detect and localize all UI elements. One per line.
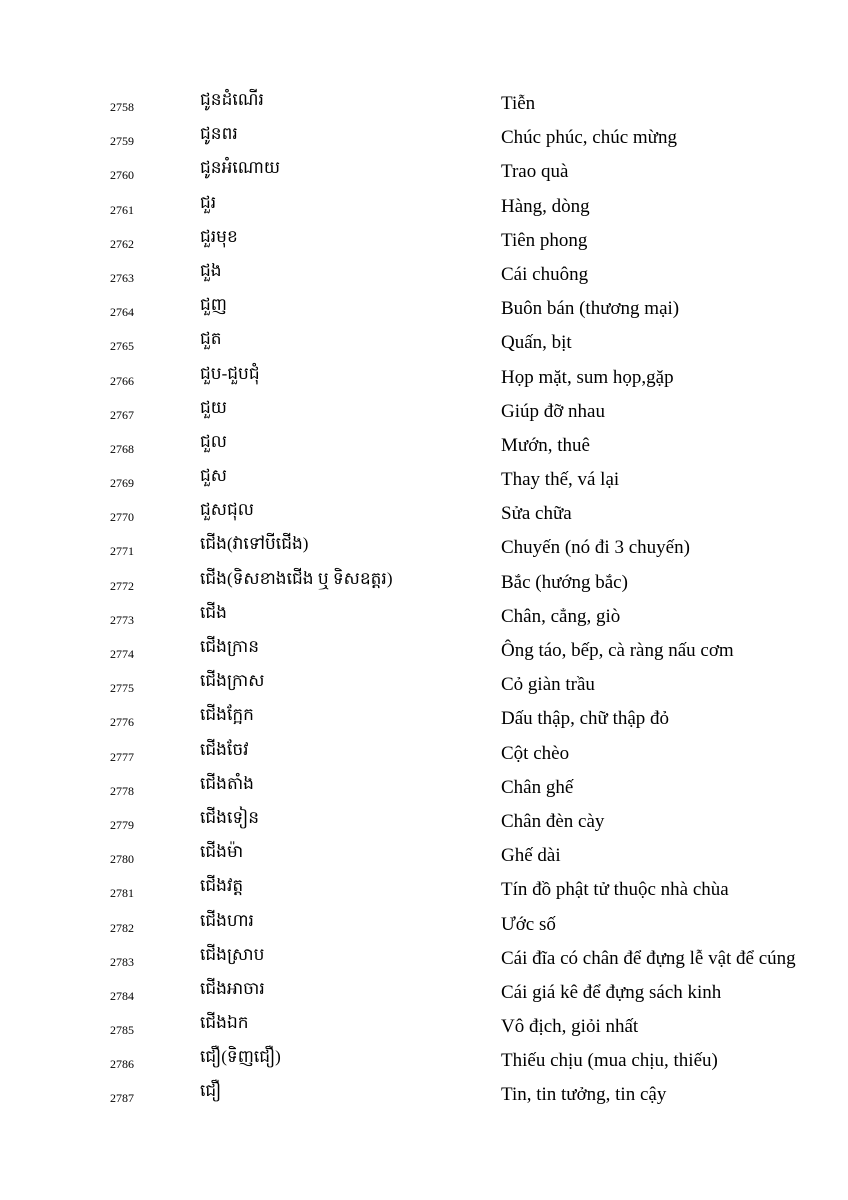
entry-number: 2784: [110, 988, 134, 1003]
entry-row: [0, 839, 848, 873]
entry-row: [0, 326, 848, 360]
entry-row: [0, 976, 848, 1010]
khmer-term: ជើង: [200, 602, 227, 622]
khmer-term: ជួញ: [200, 295, 227, 315]
khmer-term: ជួត: [200, 329, 222, 349]
vietnamese-translation: Cỏ giàn trầu: [501, 674, 595, 696]
entry-row: [0, 497, 848, 531]
entry-number: 2761: [110, 202, 134, 217]
vietnamese-translation: Hàng, dòng: [501, 195, 590, 217]
vietnamese-translation: Tin, tin tưởng, tin cậy: [501, 1084, 667, 1106]
entry-row: [0, 600, 848, 634]
khmer-term: ជើងចែវ: [200, 739, 249, 759]
entry-row: [0, 942, 848, 976]
entry-row: [0, 668, 848, 702]
entry-number: 2764: [110, 305, 134, 320]
entry-number: 2770: [110, 510, 134, 525]
vietnamese-translation: Họp mặt, sum họp,gặp: [501, 366, 674, 388]
entry-number: 2765: [110, 339, 134, 354]
entry-number: 2779: [110, 817, 134, 832]
khmer-term: ជើងហារ: [200, 910, 254, 930]
khmer-term: ជឿ: [200, 1081, 222, 1101]
khmer-term: ជើងទៀន: [200, 807, 260, 827]
entry-row: [0, 292, 848, 326]
entry-row: [0, 873, 848, 907]
vietnamese-translation: Cái giá kê để đựng sách kinh: [501, 981, 722, 1003]
vietnamese-translation: Ước số: [501, 913, 556, 935]
entry-row: [0, 395, 848, 429]
entry-row: [0, 87, 848, 121]
vietnamese-translation: Chúc phúc, chúc mừng: [501, 127, 677, 149]
entry-row: [0, 258, 848, 292]
khmer-term: ជើងក្អែក: [200, 705, 254, 725]
entry-number: 2774: [110, 647, 134, 661]
khmer-term: ជើងស្រាប: [200, 944, 265, 964]
vietnamese-translation: Tiễn: [501, 93, 536, 114]
entry-number: 2763: [110, 270, 134, 285]
entry-row: [0, 361, 848, 395]
vietnamese-translation: Chân ghế: [501, 776, 574, 798]
entry-number: 2766: [110, 373, 134, 388]
entry-number: 2782: [110, 920, 134, 935]
entry-number: 2772: [110, 578, 134, 593]
vietnamese-translation: Chân, cẳng, giò: [501, 605, 621, 627]
vietnamese-translation: Thiếu chịu (mua chịu, thiếu): [501, 1050, 718, 1072]
entry-number: 2785: [110, 1023, 134, 1038]
entry-row: [0, 155, 848, 189]
entry-number: 2781: [110, 886, 134, 901]
entry-row: [0, 121, 848, 155]
khmer-term: ជួសជុល: [200, 500, 254, 520]
entry-number: 2786: [110, 1057, 134, 1072]
vietnamese-translation: Chân đèn cày: [501, 810, 605, 832]
vietnamese-translation: Quấn, bịt: [501, 332, 572, 354]
khmer-term: ជើងតាំង: [200, 773, 254, 793]
vietnamese-translation: Cột chèo: [501, 742, 570, 764]
entry-row: [0, 805, 848, 839]
khmer-term: ជើងវត្ត: [200, 876, 244, 896]
entry-number: 2760: [110, 168, 134, 183]
vietnamese-translation: Tiên phong: [501, 229, 588, 251]
entry-row: [0, 634, 848, 668]
entry-number: 2773: [110, 612, 134, 627]
khmer-term: ជើងក្រាស: [200, 671, 265, 691]
vietnamese-translation: Chuyến (nó đi 3 chuyến): [501, 537, 690, 559]
vietnamese-translation: Cái đĩa có chân để đựng lễ vật để cúng: [501, 947, 796, 969]
entry-row: [0, 1078, 848, 1112]
entry-row: [0, 531, 848, 565]
khmer-term: ជួយ: [200, 397, 227, 417]
vietnamese-translation: Cái chuông: [501, 263, 589, 285]
entry-row: [0, 702, 848, 736]
khmer-term: ជើង(ទិសខាងជើង ឬ ទិសឧត្តរ): [200, 568, 393, 588]
vietnamese-translation: Ông táo, bếp, cà ràng nấu cơm: [501, 640, 734, 661]
entry-number: 2767: [110, 407, 134, 422]
entry-number: 2776: [110, 715, 134, 730]
vietnamese-translation: Dấu thập, chữ thập đỏ: [501, 708, 670, 730]
khmer-term: ជឿ(ទិញជឿ): [200, 1047, 281, 1067]
entry-number: 2762: [110, 236, 134, 251]
khmer-term: ជើងក្រាន: [200, 637, 260, 656]
khmer-term: ជូនពរ: [200, 124, 238, 144]
entry-row: [0, 566, 848, 600]
khmer-term: ជួរមុខ: [200, 226, 238, 246]
entry-number: 2775: [110, 681, 134, 696]
vietnamese-translation: Thay thế, vá lại: [501, 469, 620, 491]
entry-row: [0, 737, 848, 771]
entry-number: 2771: [110, 544, 134, 559]
entry-number: 2787: [110, 1091, 134, 1106]
khmer-term: ជួល: [200, 431, 227, 451]
vietnamese-translation: Vô địch, giỏi nhất: [501, 1016, 639, 1038]
vietnamese-translation: Bắc (hướng bắc): [501, 571, 628, 593]
khmer-term: ជួប-ជួបជុំ: [200, 363, 260, 383]
vietnamese-translation: Ghế dài: [501, 845, 561, 867]
khmer-term: ជើង(វាទៅបីជើង): [200, 534, 309, 554]
khmer-term: ជូនដំណើរ: [200, 90, 264, 109]
khmer-term: ជើងអាចារ: [200, 978, 265, 998]
entry-list: [0, 87, 848, 1113]
entry-row: [0, 908, 848, 942]
entry-row: [0, 190, 848, 224]
entry-number: 2777: [110, 749, 134, 764]
vietnamese-translation: Tín đồ phật tử thuộc nhà chùa: [501, 879, 729, 901]
vietnamese-translation: Giúp đỡ nhau: [501, 400, 605, 422]
entry-row: [0, 1044, 848, 1078]
vietnamese-translation: Trao quà: [501, 161, 569, 183]
entry-row: [0, 224, 848, 258]
vietnamese-translation: Mướn, thuê: [501, 434, 590, 456]
khmer-term: ជួរ: [200, 192, 217, 212]
entry-row: [0, 1010, 848, 1044]
entry-number: 2783: [110, 954, 134, 969]
khmer-term: ជើងឯក: [200, 1013, 249, 1033]
khmer-term: ជើងម៉ា: [200, 842, 244, 862]
khmer-term: ជួង: [200, 260, 222, 280]
vietnamese-translation: Buôn bán (thương mại): [501, 298, 680, 320]
khmer-term: ជូនអំណោយ: [200, 158, 281, 178]
entry-number: 2758: [110, 100, 134, 114]
entry-number: 2768: [110, 441, 134, 456]
khmer-term: ជួស: [200, 466, 227, 486]
entry-number: 2769: [110, 476, 134, 491]
entry-number: 2780: [110, 852, 134, 867]
entry-number: 2759: [110, 134, 134, 149]
vietnamese-translation: Sửa chữa: [501, 503, 572, 525]
entry-row: [0, 771, 848, 805]
entry-number: 2778: [110, 783, 134, 798]
entry-row: [0, 463, 848, 497]
entry-row: [0, 429, 848, 463]
